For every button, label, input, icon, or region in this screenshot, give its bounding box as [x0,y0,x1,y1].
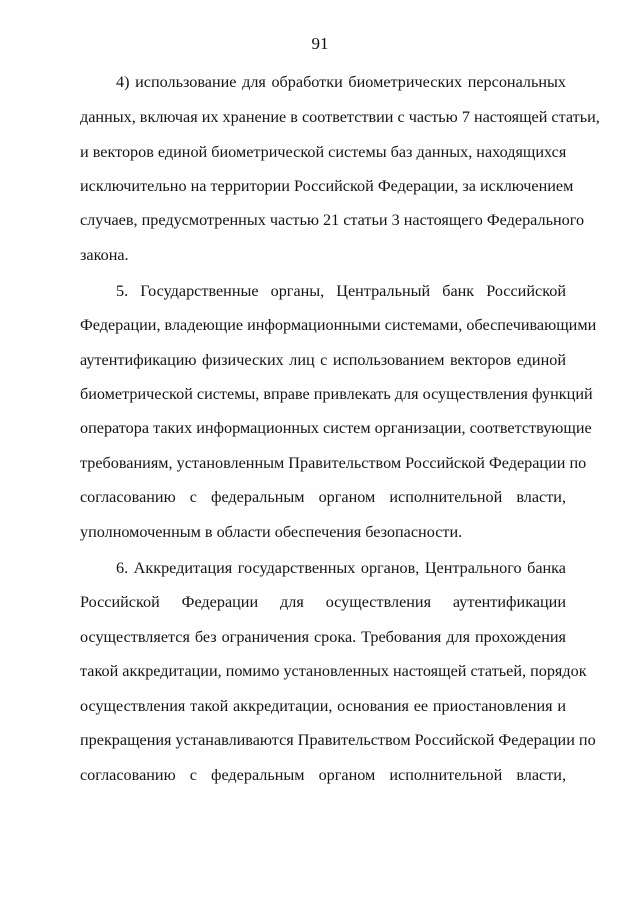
text-line: согласованию с федеральным органом исполнительной власти, [80,766,566,784]
text-line: Федерации, владеющие информационными системами, обеспечивающими [80,316,597,334]
text-line: оператора таких информационных систем организации, соответствующие [80,419,592,437]
text-line: требованиям, установленным Правительством Российской Федерации по [80,454,587,472]
text-line: закона. [80,246,129,264]
text-line: и векторов единой биометрической системы баз данных, находящихся [80,143,567,161]
page-number: 91 [311,34,329,53]
text-line: 6. Аккредитация государственных органов, Центрального банка [116,559,566,577]
text-line: случаев, предусмотренных частью 21 статьи 3 настоящего Федерального [80,211,585,229]
text-line: исключительно на территории Российской Федерации, за исключением [80,177,574,195]
text-line: данных, включая их хранение в соответствии с частью 7 настоящей статьи, [80,108,600,126]
text-line: 4) использование для обработки биометрических персональных [116,73,566,91]
text-line: Российской Федерации для осуществления аутентификации [80,593,566,611]
text-line: осуществляется без ограничения срока. Требования для прохождения [80,628,566,646]
text-line: 5. Государственные органы, Центральный банк Российской [116,282,566,300]
text-line: осуществления такой аккредитации, основания ее приостановления и [80,697,566,715]
text-line: прекращения устанавливаются Правительством Российской Федерации по [80,731,596,749]
text-line: биометрической системы, вправе привлекать для осуществления функций [80,385,593,403]
text-line: уполномоченным в области обеспечения безопасности. [80,523,463,541]
text-line: такой аккредитации, помимо установленных настоящей статьей, порядок [80,662,587,680]
text-line: аутентификацию физических лиц с использованием векторов единой [80,351,566,369]
text-line: согласованию с федеральным органом исполнительной власти, [80,488,566,506]
